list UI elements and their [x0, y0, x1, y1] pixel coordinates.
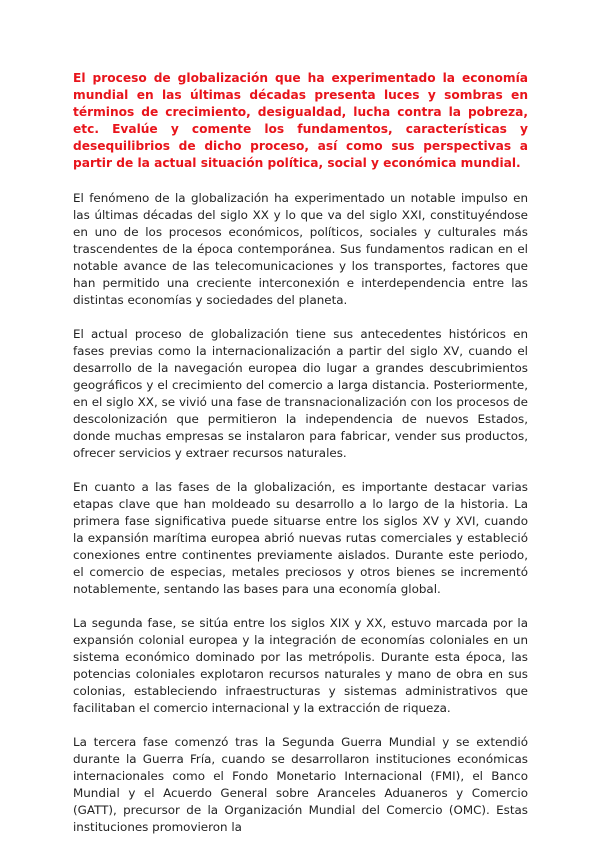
essay-question-title: El proceso de globalización que ha experimentado la economía mundial en las últimas décadas presenta luces y sombras en términos de crecimiento, desigualdad, lucha contra la pobreza, etc. Evalúe y comente los fundamentos, características y desequilibrios de dicho proceso, así como sus perspectivas a partir de la actual situación política, social y económica mundial.: [73, 71, 528, 170]
paragraph-1: El fenómeno de la globalización ha experimentado un notable impulso en las últimas décadas del siglo XX y lo que va del siglo XXI, constituyéndose en uno de los procesos económicos, políticos, sociales y culturales más trascendentes de la época contemporánea. Sus fundamentos radican en el notable avance de las telecomunicaciones y los transportes, factores que han permitido una creciente interconexión e interdependencia entre las distintas economías y sociedades del planeta.: [73, 191, 528, 307]
document-page: [73, 70, 528, 853]
paragraph-5: La tercera fase comenzó tras la Segunda Guerra Mundial y se extendió durante la Guerra Fría, cuando se desarrollaron instituciones económicas internacionales como el Fondo Monetario Internacional (FMI), el Banco Mundial y el Acuerdo General sobre Aranceles Aduaneros y Comercio (GATT), precursor de la Organización Mundial del Comercio (OMC). Estas instituciones promovieron la: [73, 735, 528, 834]
paragraph-2: El actual proceso de globalización tiene sus antecedentes históricos en fases previas como la internacionalización a partir del siglo XV, cuando el desarrollo de la navegación europea dio lugar a grandes descubrimientos geográficos y el crecimiento del comercio a larga distancia. Posteriormente, en el siglo XX, se vivió una fase de transnacionalización con los procesos de descolonización que permitieron la independencia de nuevos Estados, donde muchas empresas se instalaron para fabricar, vender sus productos, ofrecer servicios y extraer recursos naturales.: [73, 327, 528, 460]
paragraph-4: La segunda fase, se sitúa entre los siglos XIX y XX, estuvo marcada por la expansión colonial europea y la integración de economías coloniales en un sistema económico dominado por las metrópolis. Durante esta época, las potencias coloniales explotaron recursos naturales y mano de obra en sus colonias, estableciendo infraestructuras y sistemas administrativos que facilitaban el comercio internacional y la extracción de riqueza.: [73, 616, 528, 715]
paragraph-3: En cuanto a las fases de la globalización, es importante destacar varias etapas clave que han moldeado su desarrollo a lo largo de la historia. La primera fase significativa puede situarse entre los siglos XV y XVI, cuando la expansión marítima europea abrió nuevas rutas comerciales y estableció conexiones entre continentes previamente aislados. Durante este periodo, el comercio de especias, metales preciosos y otros bienes se incrementó notablemente, sentando las bases para una economía global.: [73, 480, 528, 596]
